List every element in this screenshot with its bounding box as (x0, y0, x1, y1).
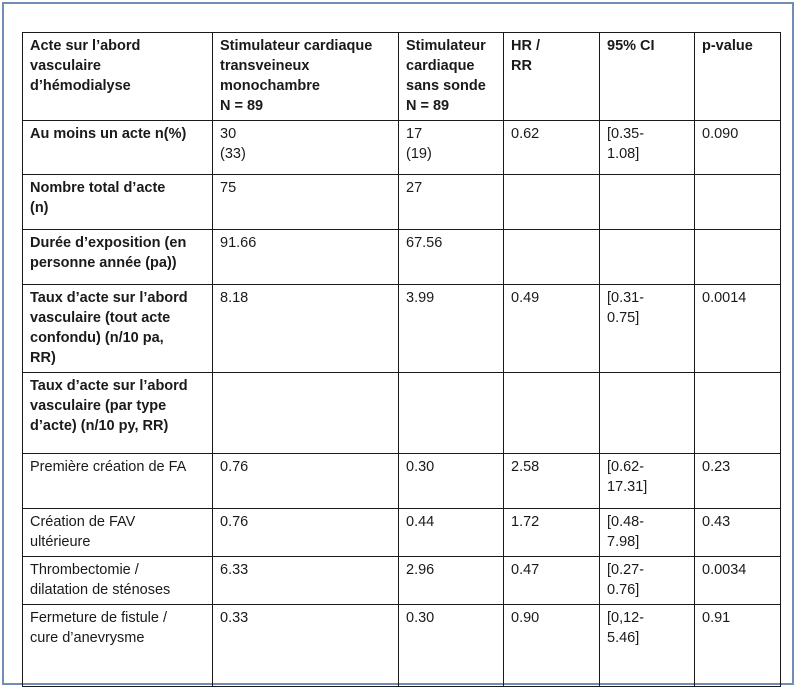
cell-ci: [0.27- 0.76] (600, 557, 695, 605)
cell-p-value: 0.23 (695, 454, 781, 509)
cell-hr-rr: 0.90 (504, 605, 600, 687)
cell-hr-rr: 1.72 (504, 509, 600, 557)
header-transveineux: Stimulateur cardiaque transveineux monochambre N = 89 (213, 33, 399, 121)
cell-ci: [0.48- 7.98] (600, 509, 695, 557)
row-label: Thrombectomie / dilatation de sténoses (23, 557, 213, 605)
cell-hr-rr: 0.49 (504, 285, 600, 373)
cell-sans-sonde: 3.99 (399, 285, 504, 373)
cell-transveineux: 91.66 (213, 230, 399, 285)
table-row (23, 454, 781, 509)
cell-transveineux: 0.76 (213, 454, 399, 509)
table-row (23, 175, 781, 230)
header-hr-rr: HR / RR (504, 33, 600, 121)
cell-ci (600, 175, 695, 230)
cell-sans-sonde: 0.44 (399, 509, 504, 557)
cell-sans-sonde: 2.96 (399, 557, 504, 605)
cell-hr-rr (504, 175, 600, 230)
table-row (23, 285, 781, 373)
cell-p-value (695, 230, 781, 285)
cell-ci (600, 230, 695, 285)
row-label: Durée d’exposition (en personne année (pa)) (23, 230, 213, 285)
cell-hr-rr (504, 230, 600, 285)
row-label: Fermeture de fistule / cure d’anevrysme (23, 605, 213, 687)
row-label: Taux d’acte sur l’abord vasculaire (par type d’acte) (n/10 py, RR) (23, 373, 213, 454)
row-label: Première création de FA (23, 454, 213, 509)
cell-hr-rr: 0.62 (504, 121, 600, 175)
cell-ci: [0.62- 17.31] (600, 454, 695, 509)
cell-ci: [0,12- 5.46] (600, 605, 695, 687)
cell-ci (600, 373, 695, 454)
cell-ci: [0.31- 0.75] (600, 285, 695, 373)
header-sans-sonde: Stimulateur cardiaque sans sonde N = 89 (399, 33, 504, 121)
header-row (23, 33, 781, 121)
cell-hr-rr: 0.47 (504, 557, 600, 605)
table-frame (2, 2, 794, 685)
cell-ci: [0.35- 1.08] (600, 121, 695, 175)
row-label: Création de FAV ultérieure (23, 509, 213, 557)
cell-sans-sonde (399, 373, 504, 454)
cell-transveineux: 6.33 (213, 557, 399, 605)
cell-p-value: 0.43 (695, 509, 781, 557)
cell-p-value: 0.0034 (695, 557, 781, 605)
table-row (23, 373, 781, 454)
table-row (23, 605, 781, 687)
cell-transveineux: 75 (213, 175, 399, 230)
cell-sans-sonde: 0.30 (399, 454, 504, 509)
cell-hr-rr (504, 373, 600, 454)
row-label: Au moins un acte n(%) (23, 121, 213, 175)
header-p-value: p-value (695, 33, 781, 121)
cell-transveineux: 0.76 (213, 509, 399, 557)
cell-p-value (695, 175, 781, 230)
cell-transveineux (213, 373, 399, 454)
cell-p-value: 0.090 (695, 121, 781, 175)
header-acte: Acte sur l’abord vasculaire d’hémodialyse (23, 33, 213, 121)
cell-sans-sonde: 27 (399, 175, 504, 230)
cell-sans-sonde: 0.30 (399, 605, 504, 687)
table-row (23, 230, 781, 285)
row-label: Nombre total d’acte (n) (23, 175, 213, 230)
cell-p-value: 0.91 (695, 605, 781, 687)
cell-transveineux: 0.33 (213, 605, 399, 687)
table-row (23, 557, 781, 605)
header-ci: 95% CI (600, 33, 695, 121)
cell-hr-rr: 2.58 (504, 454, 600, 509)
results-table (22, 32, 781, 687)
cell-p-value: 0.0014 (695, 285, 781, 373)
table-row (23, 509, 781, 557)
cell-sans-sonde: 67.56 (399, 230, 504, 285)
table-row (23, 121, 781, 175)
cell-p-value (695, 373, 781, 454)
cell-transveineux: 30 (33) (213, 121, 399, 175)
cell-transveineux: 8.18 (213, 285, 399, 373)
row-label: Taux d’acte sur l’abord vasculaire (tout acte confondu) (n/10 pa, RR) (23, 285, 213, 373)
cell-sans-sonde: 17 (19) (399, 121, 504, 175)
